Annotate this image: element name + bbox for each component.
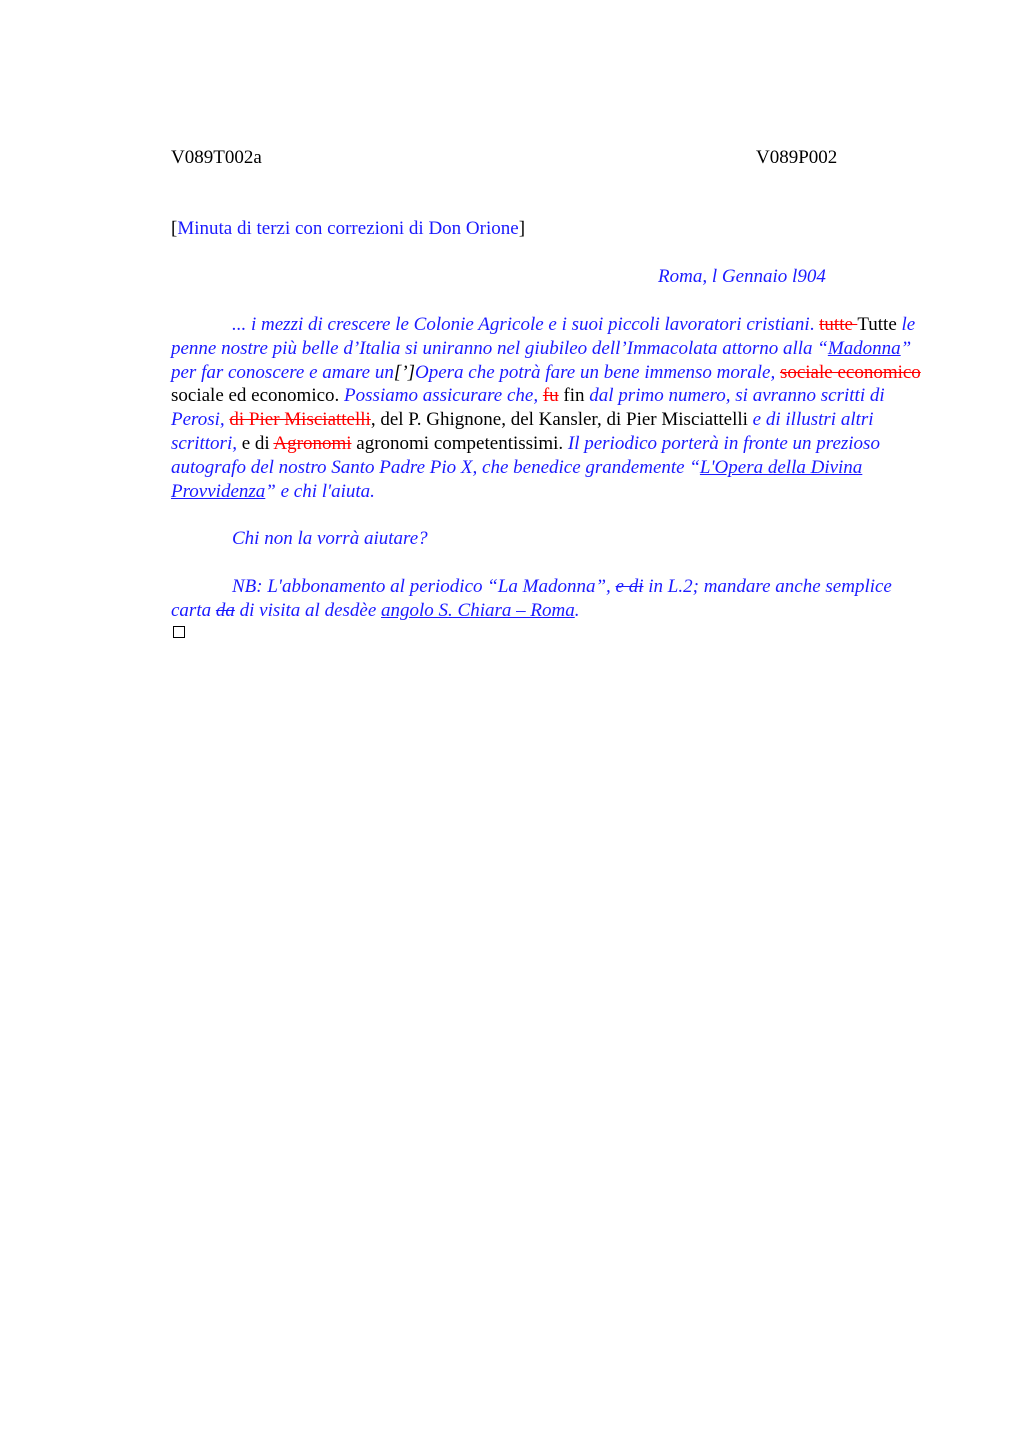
note-text: Minuta di terzi con correzioni di Don Orione	[177, 218, 519, 239]
text-segment: e di illustri altri scrittori,	[171, 409, 874, 454]
text-segment: le penne nostre più belle d’Italia si uniranno nel giubileo dell’Immacolata attorno alla “	[171, 314, 916, 359]
paragraph-main	[171, 313, 931, 503]
deleted-text: fu	[542, 385, 559, 407]
inserted-text: e di	[236, 432, 274, 454]
deleted-text: da	[215, 599, 235, 621]
note-bracket-open: [	[171, 218, 178, 239]
paragraph-nota-bene	[171, 575, 931, 623]
inserted-text: sociale ed economico.	[171, 385, 345, 407]
text-segment: dal primo numero, si avranno scritti di Perosi,	[171, 385, 885, 431]
deleted-text: di Pier Misciattelli	[229, 409, 371, 431]
note-bracket-close: ]	[518, 218, 526, 239]
editorial-note	[171, 218, 525, 240]
text-segment: .	[809, 314, 815, 335]
deleted-text: sociale economico	[779, 361, 921, 383]
underlined-title: Madonna	[827, 337, 901, 359]
underlined-title: L'Opera della Divina Provvidenza	[171, 456, 863, 502]
text-segment: Possiamo assicurare che,	[344, 385, 539, 407]
inserted-text: agronomi competentissimi.	[351, 432, 568, 454]
text-segment: ” per far conoscere e amare un	[171, 337, 912, 383]
text-segment: ” e chi l'aiuta.	[265, 480, 375, 502]
question-text: Chi non la vorrà aiutare?	[232, 528, 428, 549]
deleted-text: e di	[615, 576, 644, 597]
editorial-apostrophe: [’]	[393, 361, 415, 383]
underlined-address: angolo S. Chiara – Roma	[381, 599, 575, 621]
inserted-text: fin	[558, 385, 590, 407]
document-code-right: V089P002	[756, 147, 838, 168]
text-segment: Opera che potrà fare un bene immenso morale,	[414, 361, 776, 383]
text-segment: .	[574, 599, 580, 621]
deleted-text: tutte	[819, 314, 858, 335]
inserted-text: Tutte	[857, 314, 897, 335]
text-segment: di visita al desdèe	[234, 599, 382, 621]
text-segment: NB: L'abbonamento al periodico “La Madonna”,	[232, 576, 616, 597]
letter-date: Roma, l Gennaio l904	[658, 266, 826, 287]
paragraph-question	[171, 527, 931, 551]
document-code-left: V089T002a	[171, 147, 262, 168]
end-marker-box	[173, 626, 185, 638]
text-segment: Il periodico porterà in fronte un prezioso autografo del nostro Santo Padre Pio X, che benedice grandemente “	[171, 432, 880, 478]
deleted-text: Agronomi	[273, 432, 352, 454]
inserted-text: , del P. Ghignone, del Kansler, di Pier Misciattelli	[370, 409, 753, 431]
text-segment: in L.2; mandare anche semplice carta	[171, 576, 892, 621]
text-segment: ... i mezzi di crescere le Colonie Agricole e i suoi piccoli lavoratori cristiani	[232, 314, 810, 335]
